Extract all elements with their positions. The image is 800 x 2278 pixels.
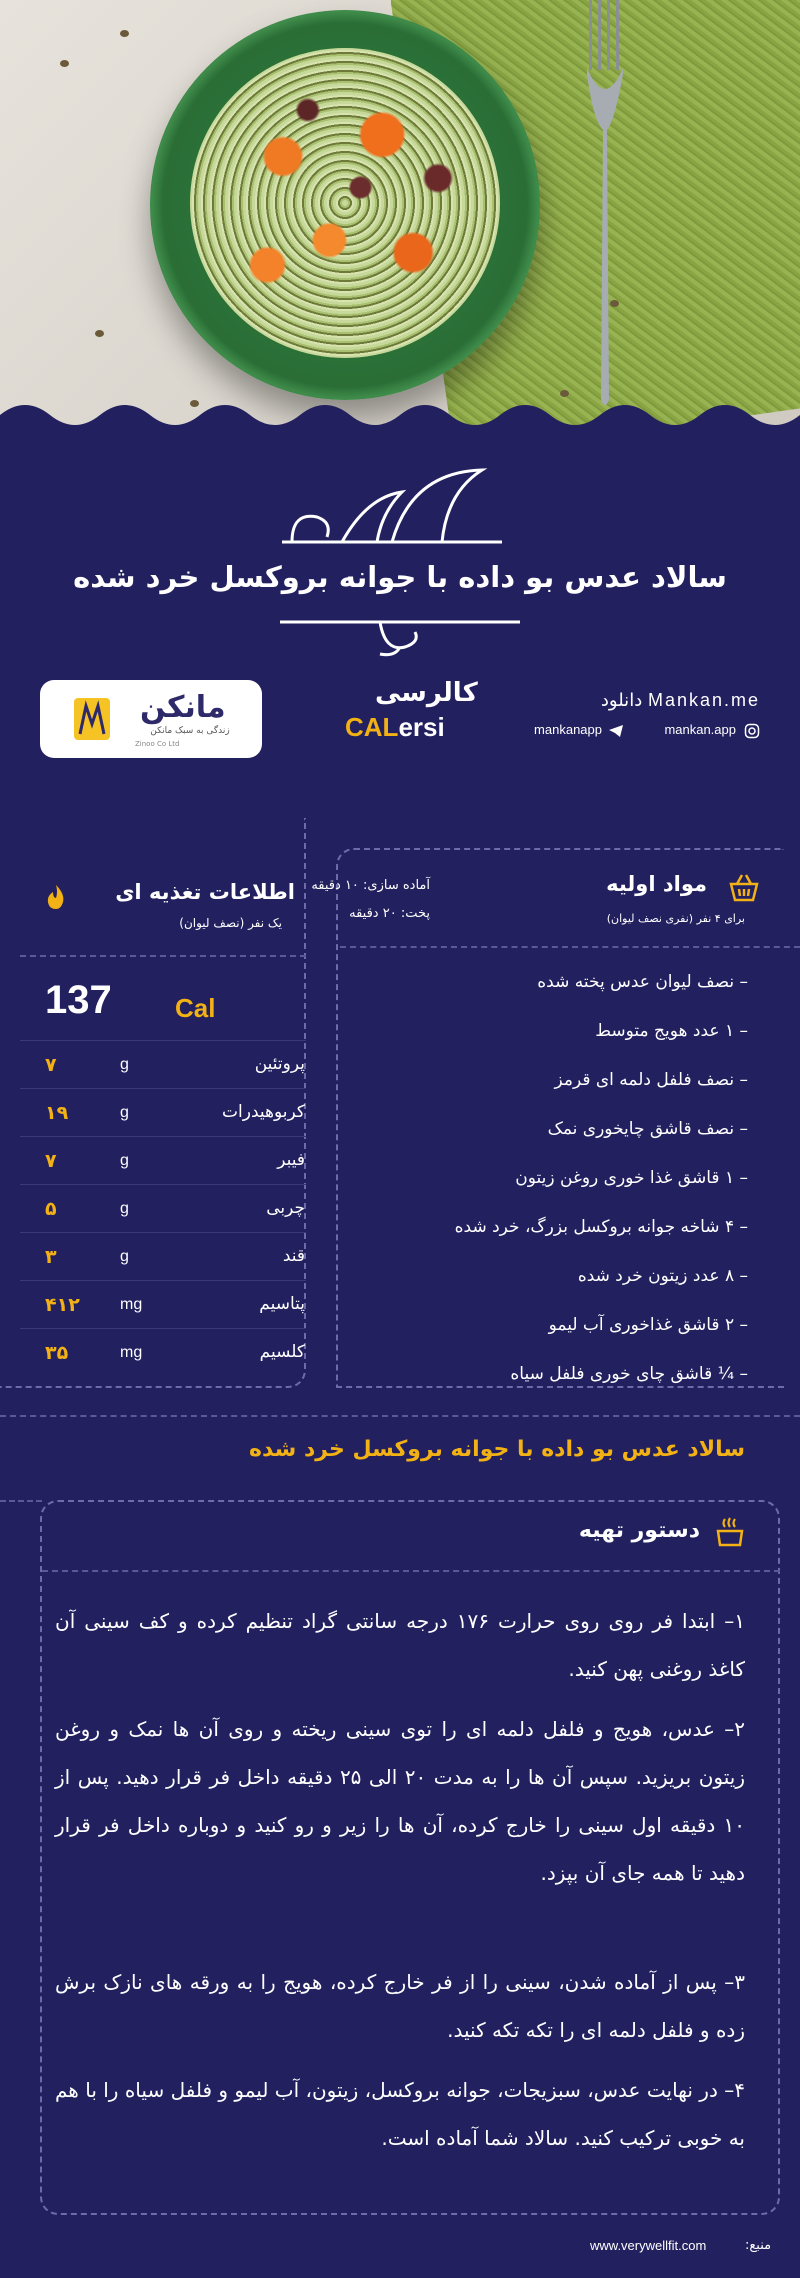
nutrient-name: کربوهیدرات <box>222 1102 305 1122</box>
nutrient-unit: g <box>120 1248 129 1265</box>
nutrient-unit: g <box>120 1104 129 1121</box>
mankan-company: Zinoo Co Ltd <box>135 740 180 748</box>
source-label: منبع: <box>745 2238 772 2253</box>
ingredient-item: – ۸ عدد زیتون خرد شده <box>577 1266 748 1286</box>
ingredient-item: – نصف قاشق چایخوری نمک <box>547 1119 748 1139</box>
ruler-icon <box>70 694 114 744</box>
ingredient-item: – نصف لیوان عدس پخته شده <box>537 972 748 992</box>
nutrient-value: ۱۹ <box>45 1102 69 1124</box>
mankan-tagline: زندگی به سبک مانکن <box>150 726 230 736</box>
mankan-brand: مانکن <box>140 690 226 725</box>
ingredients-panel <box>336 848 784 1388</box>
method-step: ۳– پس از آماده شدن، سینی را از فر خارج کرده، هویج را به ورقه های نازک برش زده و فلفل دلمه ای را تکه تکه کنید. <box>55 1970 745 2042</box>
telegram-icon <box>608 723 624 742</box>
ingredient-item: – نصف فلفل دلمه ای قرمز <box>554 1070 748 1090</box>
ingredients-serving: برای ۴ نفر (نفری نصف لیوان) <box>606 912 745 925</box>
nutrition-serving: یک نفر (نصف لیوان) <box>179 916 282 930</box>
nutrient-unit: mg <box>120 1344 143 1361</box>
nutrient-name: پتاسیم <box>259 1294 305 1314</box>
nutrient-name: فیبر <box>277 1150 305 1170</box>
ingredient-item: – ۱ عدد هویج متوسط <box>595 1021 748 1041</box>
page-title: سالاد عدس بو داده با جوانه بروکسل خرد شده <box>73 560 727 594</box>
calories-value: 137 <box>45 978 112 1022</box>
nutrient-unit: g <box>120 1056 129 1073</box>
nutrition-row <box>25 1284 305 1332</box>
ingredient-item: – ۴ شاخه جوانه بروکسل بزرگ، خرد شده <box>454 1217 748 1237</box>
nutrient-value: ۴۱۲ <box>45 1294 80 1316</box>
method-step: ۴– در نهایت عدس، سبزیجات، جوانه بروکسل، زیتون، آب لیمو و فلفل سیاه را با هم به خوبی ترکیب کنید. سالاد شما آماده است. <box>55 2078 745 2150</box>
ingredient-item: – ۲ قاشق غذاخوری آب لیمو <box>548 1315 748 1335</box>
hero-photo <box>0 0 800 440</box>
calories-unit: Cal <box>175 993 216 1023</box>
calersi-fa: کالرسی <box>375 678 478 708</box>
nutrient-unit: g <box>120 1152 129 1169</box>
pot-icon <box>713 1515 747 1549</box>
flame-icon <box>45 884 67 910</box>
header-wave <box>0 395 800 465</box>
recipe-name: سالاد عدس بو داده با جوانه بروکسل خرد شده <box>248 1437 745 1462</box>
ornament-bottom <box>280 612 520 662</box>
nutrient-value: ۷ <box>45 1150 57 1172</box>
nutrient-unit: mg <box>120 1296 143 1313</box>
method-step: ۱– ابتدا فر روی روی حرارت ۱۷۶ درجه سانتی گراد تنظیم کرده و کف سینی آن کاغذ روغنی پهن کنید. <box>55 1609 745 1681</box>
nutrient-name: چربی <box>266 1198 305 1218</box>
ornament-top <box>272 462 512 552</box>
download-line <box>500 690 760 711</box>
nutrient-value: ۳۵ <box>45 1342 69 1364</box>
nutrition-row <box>25 1140 305 1188</box>
nutrition-row <box>25 1188 305 1236</box>
nutrient-name: قند <box>282 1246 305 1266</box>
nutrient-name: پروتئین <box>254 1054 305 1074</box>
nutrient-name: کلسیم <box>259 1342 305 1362</box>
download-label: دانلود <box>600 690 643 711</box>
social-links <box>470 722 760 742</box>
basket-icon <box>728 872 760 904</box>
nutrition-row <box>25 1332 305 1380</box>
nutrition-row <box>25 1092 305 1140</box>
nutrition-row <box>25 1044 305 1092</box>
method-title: دستور تهیه <box>578 1518 700 1543</box>
nutrition-title: اطلاعات تغذیه ای <box>115 880 295 904</box>
telegram-handle[interactable]: mankanapp <box>534 722 602 737</box>
download-site[interactable]: Mankan.me <box>647 690 760 710</box>
calersi-logo <box>345 672 478 752</box>
nutrient-value: ۵ <box>45 1198 57 1220</box>
nutrient-unit: g <box>120 1200 129 1217</box>
prep-time: آماده سازی: ۱۰ دقیقه <box>311 878 430 893</box>
instagram-icon <box>744 723 760 742</box>
method-step: ۲– عدس، هویج و فلفل دلمه ای را توی سینی ریخته و روی آن ها نمک و روغن زیتون بریزید. سپس آن ها را به مدت ۲۰ الی ۲۵ دقیقه داخل فر قرار دهید. پس از ۱۰ دقیقه اول سینی را خارج کرده، آن ها را زیر و رو کنید و دوباره داخل فر قرار دهید تا همه جای آن بپزد. <box>55 1717 745 1885</box>
nutrient-value: ۷ <box>45 1054 57 1076</box>
instagram-handle[interactable]: mankan.app <box>664 722 736 737</box>
fork-icon <box>585 0 625 410</box>
nutrient-value: ۳ <box>45 1246 57 1268</box>
source-url[interactable]: www.verywellfit.com <box>590 2238 707 2253</box>
calersi-en: CALersi <box>345 712 445 742</box>
nutrition-row <box>25 1236 305 1284</box>
ingredients-title: مواد اولیه <box>606 872 707 896</box>
ingredient-item: – ۱ قاشق غذا خوری روغن زیتون <box>515 1168 748 1188</box>
cook-time: پخت: ۲۰ دقیقه <box>349 906 430 921</box>
ingredient-item: – ¼ قاشق چای خوری فلفل سیاه <box>510 1364 748 1384</box>
mankan-logo <box>40 680 262 758</box>
salad <box>190 48 500 358</box>
